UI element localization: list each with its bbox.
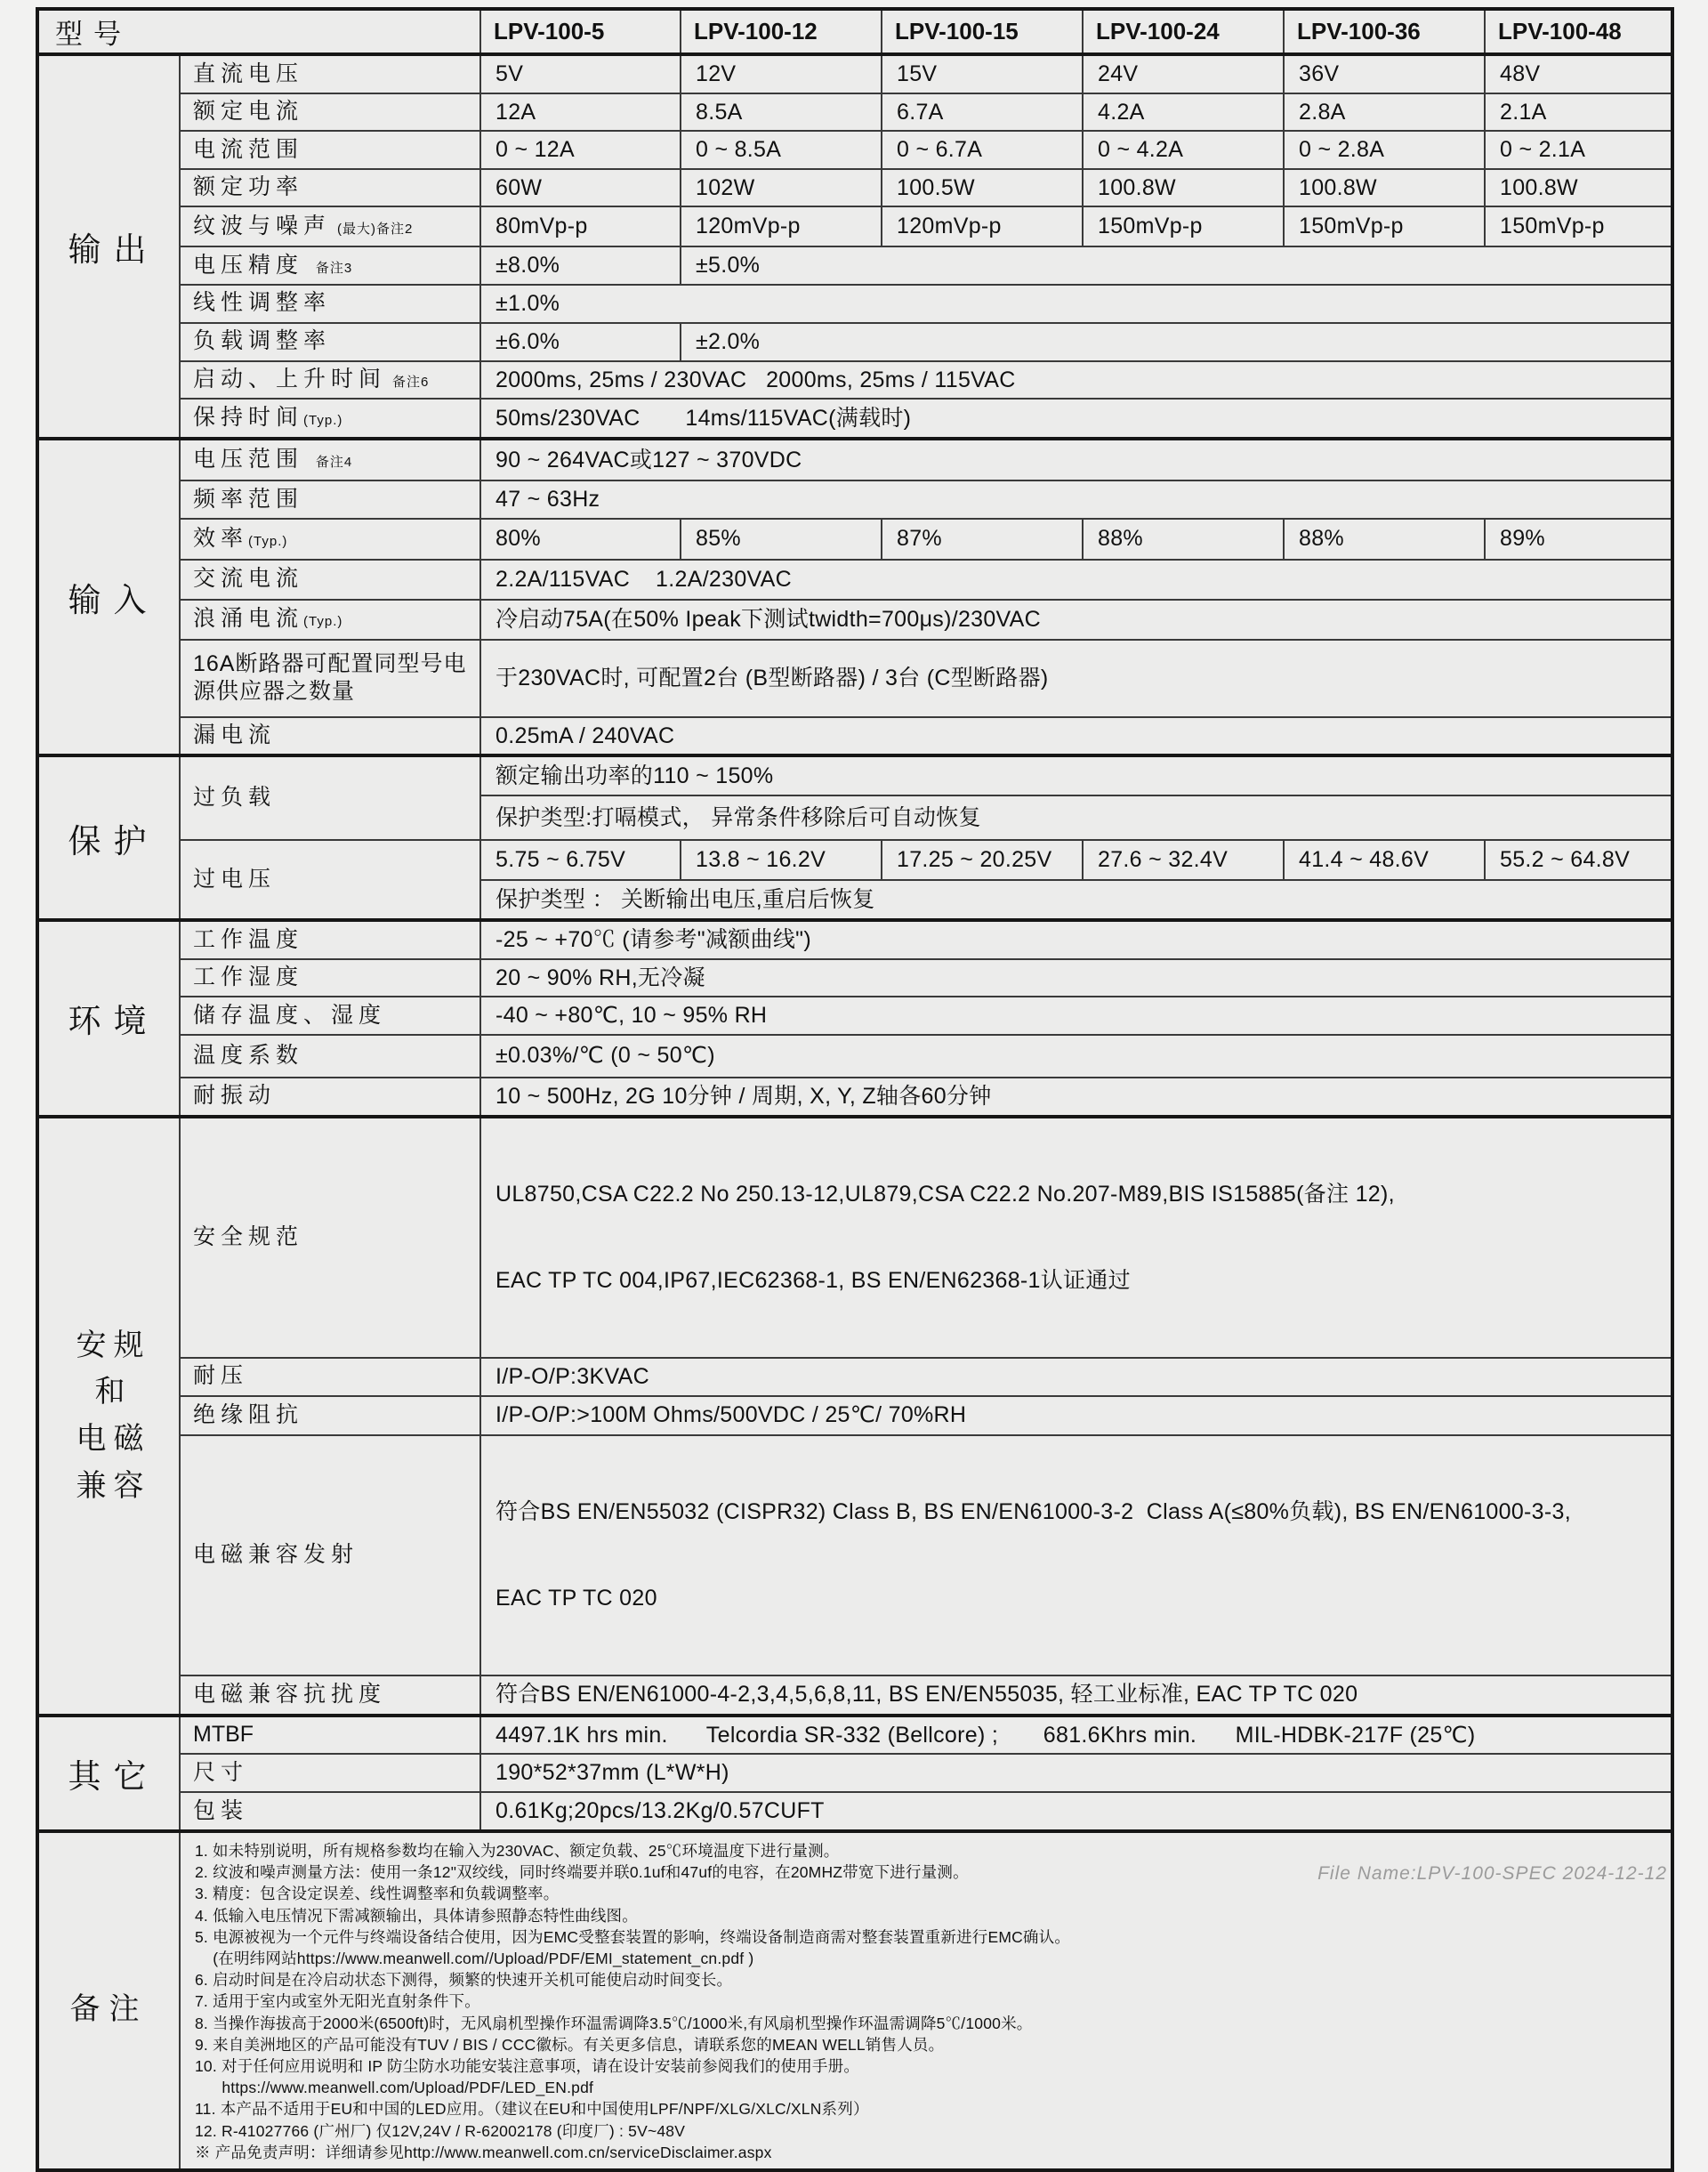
row-working-temp: [37, 920, 1672, 959]
param-hold-up-time: 保持时间(Typ.): [180, 399, 480, 439]
param-rated-current: 额定电流: [180, 93, 480, 132]
model-header-lpv-100-12: LPV-100-12: [681, 9, 882, 54]
value-cell: 0 ~ 12A: [480, 131, 681, 169]
row-overvoltage-1: [37, 840, 1672, 880]
value-cell: 0 ~ 2.1A: [1485, 131, 1672, 169]
row-withstand-voltage: [37, 1358, 1672, 1396]
note-item: 10. 对于任何应用说明和 IP 防尘防水功能安装注意事项，请在设计安装前参阅我们的使用手册。: [195, 2057, 860, 2076]
value-cell: 2.8A: [1284, 93, 1485, 132]
section-input-label: 输入: [37, 439, 180, 755]
value-cell: 2.1A: [1485, 93, 1672, 132]
param-inrush-current: 浪涌电流(Typ.): [180, 600, 480, 640]
model-header-lpv-100-24: LPV-100-24: [1083, 9, 1284, 54]
value-cell: 0 ~ 2.8A: [1284, 131, 1485, 169]
note-item: (在明纬网站https://www.meanwell.com//Upload/PDF/EMI_statement_cn.pdf ): [195, 1950, 754, 1968]
model-header-lpv-100-48: LPV-100-48: [1485, 9, 1672, 54]
value-cell: 190*52*37mm (L*W*H): [480, 1754, 1672, 1792]
model-header-lpv-100-15: LPV-100-15: [882, 9, 1083, 54]
value-cell: -40 ~ +80℃, 10 ~ 95% RH: [480, 997, 1672, 1035]
row-inrush-current: [37, 600, 1672, 640]
value-cell: ±8.0%: [480, 246, 681, 285]
row-hold-up-time: [37, 399, 1672, 439]
param-dc-voltage: 直流电压: [180, 54, 480, 93]
value-cell: -25 ~ +70℃ (请参考"减额曲线"): [480, 920, 1672, 959]
value-cell: 保护类型 ： 关断输出电压,重启后恢复: [480, 880, 1672, 920]
section-label-line: 和: [94, 1375, 133, 1409]
row-setup-rise-time: [37, 361, 1672, 400]
value-cell: 80mVp-p: [480, 206, 681, 246]
value-cell: 17.25 ~ 20.25V: [882, 840, 1083, 880]
value-cell: 0 ~ 6.7A: [882, 131, 1083, 169]
param-voltage-range: 电压范围 备注4: [180, 439, 480, 480]
value-cell: 4.2A: [1083, 93, 1284, 132]
param-efficiency: 效率(Typ.): [180, 519, 480, 560]
value-cell: 0.61Kg;20pcs/13.2Kg/0.57CUFT: [480, 1792, 1672, 1831]
param-ripple-noise: 纹波与噪声 (最大)备注2: [180, 206, 480, 246]
section-others-label: 其它: [37, 1716, 180, 1832]
param-safety-standards: 安全规范: [180, 1117, 480, 1358]
value-cell: 90 ~ 264VAC或127 ~ 370VDC: [480, 439, 1672, 480]
row-packing: [37, 1792, 1672, 1831]
value-cell: ±6.0%: [480, 323, 681, 361]
value-cell: [480, 1117, 1672, 1358]
row-current-range: [37, 131, 1672, 169]
value-cell: 20 ~ 90% RH,无冷凝: [480, 959, 1672, 997]
value-cell: 47 ~ 63Hz: [480, 480, 1672, 519]
spec-table: [36, 7, 1674, 2172]
value-cell: 50ms/230VAC 14ms/115VAC(满载时): [480, 399, 1672, 439]
value-cell: 2.2A/115VAC 1.2A/230VAC: [480, 560, 1672, 600]
value-cell: [480, 1435, 1672, 1675]
value-cell: I/P-O/P:3KVAC: [480, 1358, 1672, 1396]
row-vibration: [37, 1078, 1672, 1117]
value-cell: 100.8W: [1485, 169, 1672, 207]
value-cell: 88%: [1284, 519, 1485, 560]
param-overvoltage: 过电压: [180, 840, 480, 920]
value-cell: 150mVp-p: [1485, 206, 1672, 246]
row-working-humidity: [37, 959, 1672, 997]
value-cell: 6.7A: [882, 93, 1083, 132]
spec-sheet: [36, 7, 1671, 2172]
value-cell: 24V: [1083, 54, 1284, 93]
param-dimension: 尺寸: [180, 1754, 480, 1792]
param-rated-power: 额定功率: [180, 169, 480, 207]
note-item: 5. 电源被视为一个元件与终端设备结合使用，因为EMC受整套装置的影响，终端设备制造商需对整套装置重新进行EMC确认。: [195, 1927, 1071, 1946]
row-breaker: [37, 640, 1672, 717]
value-cell: 10 ~ 500Hz, 2G 10分钟 / 周期, X, Y, Z轴各60分钟: [480, 1078, 1672, 1117]
param-storage: 储存温度、湿度: [180, 997, 480, 1035]
param-packing: 包装: [180, 1792, 480, 1831]
value-cell: 8.5A: [681, 93, 882, 132]
value-cell: 150mVp-p: [1083, 206, 1284, 246]
note-item: 9. 来自美洲地区的产品可能没有TUV / BIS / CCC徽标。有关更多信息，请联系您的MEAN WELL销售人员。: [195, 2035, 945, 2054]
param-temp-coefficient: 温度系数: [180, 1035, 480, 1078]
value-cell: 额定输出功率的110 ~ 150%: [480, 755, 1672, 795]
row-emc-immunity: [37, 1675, 1672, 1716]
value-cell: 85%: [681, 519, 882, 560]
note-item: 1. 如未特别说明，所有规格参数均在输入为230VAC、额定负载、25℃环境温度下进行量测。: [195, 1842, 840, 1860]
param-current-range: 电流范围: [180, 131, 480, 169]
value-cell: ±5.0%: [681, 246, 1672, 285]
row-dimension: [37, 1754, 1672, 1792]
file-name-note: File Name:LPV-100-SPEC 2024-12-12: [1317, 1863, 1667, 1884]
value-cell: I/P-O/P:>100M Ohms/500VDC / 25℃/ 70%RH: [480, 1396, 1672, 1435]
row-emc-emission: [37, 1435, 1672, 1675]
param-mtbf: MTBF: [180, 1716, 480, 1755]
row-rated-power: [37, 169, 1672, 207]
value-cell: 48V: [1485, 54, 1672, 93]
section-protection-label: 保护: [37, 755, 180, 920]
param-overload: 过负载: [180, 755, 480, 840]
value-cell: 0 ~ 8.5A: [681, 131, 882, 169]
value-cell: 0 ~ 4.2A: [1083, 131, 1284, 169]
table-header-row: [37, 9, 1672, 54]
row-voltage-tolerance: [37, 246, 1672, 285]
row-leakage-current: [37, 717, 1672, 756]
note-item: https://www.meanwell.com/Upload/PDF/LED_EN.pdf: [195, 2079, 594, 2097]
section-notes-label: 备注: [37, 1831, 180, 2170]
section-label-line: 电磁: [76, 1422, 151, 1456]
value-cell: 5.75 ~ 6.75V: [480, 840, 681, 880]
note-item: 11. 本产品不适用于EU和中国的LED应用。（建议在EU和中国使用LPF/NPF/XLG/XLC/XLN系列）: [195, 2100, 869, 2119]
row-temp-coefficient: [37, 1035, 1672, 1078]
value-cell: ±0.03%/℃ (0 ~ 50℃): [480, 1035, 1672, 1078]
param-working-temp: 工作温度: [180, 920, 480, 959]
value-cell: 55.2 ~ 64.8V: [1485, 840, 1672, 880]
row-voltage-range: [37, 439, 1672, 480]
value-cell: 120mVp-p: [681, 206, 882, 246]
value-cell: 13.8 ~ 16.2V: [681, 840, 882, 880]
param-emc-immunity: 电磁兼容抗扰度: [180, 1675, 480, 1716]
section-label-line: 兼容: [76, 1468, 151, 1503]
param-breaker: 16A断路器可配置同型号电源供应器之数量: [180, 640, 480, 717]
row-ac-current: [37, 560, 1672, 600]
value-cell: 120mVp-p: [882, 206, 1083, 246]
param-isolation-resistance: 绝缘阻抗: [180, 1396, 480, 1435]
value-cell: 0.25mA / 240VAC: [480, 717, 1672, 756]
row-overload-1: [37, 755, 1672, 795]
param-frequency-range: 频率范围: [180, 480, 480, 519]
row-safety-standards: [37, 1117, 1672, 1358]
value-cell: 100.5W: [882, 169, 1083, 207]
model-header-lpv-100-5: LPV-100-5: [480, 9, 681, 54]
value-cell: 4497.1K hrs min. Telcordia SR-332 (Bellcore) ; 681.6Khrs min. MIL-HDBK-217F (25℃): [480, 1716, 1672, 1755]
value-cell: 15V: [882, 54, 1083, 93]
param-setup-rise-time: 启动、上升时间 备注6: [180, 361, 480, 400]
note-item: 2. 纹波和噪声测量方法：使用一条12"双绞线，同时终端要并联0.1uf和47uf的电容，在20MHZ带宽下进行量测。: [195, 1863, 969, 1882]
value-cell: 80%: [480, 519, 681, 560]
note-item: 3. 精度：包含设定误差、线性调整率和负载调整率。: [195, 1885, 560, 1903]
value-cell: 89%: [1485, 519, 1672, 560]
param-voltage-tolerance: 电压精度 备注3: [180, 246, 480, 285]
value-cell: 100.8W: [1284, 169, 1485, 207]
value-cell: 150mVp-p: [1284, 206, 1485, 246]
value-cell: 冷启动75A(在50% Ipeak下测试twidth=700μs)/230VAC: [480, 600, 1672, 640]
value-cell: ±1.0%: [480, 285, 1672, 323]
value-cell: 12V: [681, 54, 882, 93]
row-efficiency: [37, 519, 1672, 560]
value-cell: 87%: [882, 519, 1083, 560]
value-line: UL8750,CSA C22.2 No 250.13-12,UL879,CSA C22.2 No.207-M89,BIS IS15885(备注 12),: [495, 1181, 1395, 1207]
value-cell: 102W: [681, 169, 882, 207]
row-rated-current: [37, 93, 1672, 132]
param-line-regulation: 线性调整率: [180, 285, 480, 323]
row-storage: [37, 997, 1672, 1035]
value-cell: ±2.0%: [681, 323, 1672, 361]
value-cell: 60W: [480, 169, 681, 207]
model-header-lpv-100-36: LPV-100-36: [1284, 9, 1485, 54]
note-item: 12. R-41027766 (广州厂) 仅12V,24V / R-62002178 (印度厂) : 5V~48V: [195, 2121, 686, 2140]
value-cell: 36V: [1284, 54, 1485, 93]
section-environment-label: 环境: [37, 920, 180, 1117]
param-working-humidity: 工作湿度: [180, 959, 480, 997]
param-emc-emission: 电磁兼容发射: [180, 1435, 480, 1675]
value-cell: 88%: [1083, 519, 1284, 560]
row-dc-voltage: [37, 54, 1672, 93]
value-cell: 5V: [480, 54, 681, 93]
value-line: 符合BS EN/EN55032 (CISPR32) Class B, BS EN/EN61000-3-2 Class A(≤80%负载), BS EN/EN61000-3-3,: [495, 1498, 1571, 1524]
row-mtbf: [37, 1716, 1672, 1755]
param-ac-current: 交流电流: [180, 560, 480, 600]
section-label-line: 安规: [76, 1328, 151, 1362]
value-cell: 100.8W: [1083, 169, 1284, 207]
value-cell: 于230VAC时, 可配置2台 (B型断路器) / 3台 (C型断路器): [480, 640, 1672, 717]
note-item: ※ 产品免责声明：详细请参见http://www.meanwell.com.cn/serviceDisclaimer.aspx: [195, 2143, 772, 2161]
value-line: EAC TP TC 020: [495, 1586, 657, 1611]
note-item: 8. 当操作海拔高于2000米(6500ft)时，无风扇机型操作环温需调降3.5℃/1000米,有风扇机型操作环温需调降5℃/1000米。: [195, 2014, 1033, 2032]
param-vibration: 耐振动: [180, 1078, 480, 1117]
value-cell: 保护类型:打嗝模式， 异常条件移除后可自动恢复: [480, 795, 1672, 840]
value-line: EAC TP TC 004,IP67,IEC62368-1, BS EN/EN62368-1认证通过: [495, 1268, 1131, 1293]
row-ripple-noise: [37, 206, 1672, 246]
param-withstand-voltage: 耐压: [180, 1358, 480, 1396]
model-header-label: 型号: [37, 9, 480, 54]
row-frequency-range: [37, 480, 1672, 519]
value-cell: 41.4 ~ 48.6V: [1284, 840, 1485, 880]
value-cell: 2000ms, 25ms / 230VAC 2000ms, 25ms / 115VAC: [480, 361, 1672, 400]
section-safety-emc-label: [37, 1117, 180, 1716]
section-output-label: 输出: [37, 54, 180, 439]
value-cell: 12A: [480, 93, 681, 132]
param-leakage-current: 漏电流: [180, 717, 480, 756]
value-cell: 27.6 ~ 32.4V: [1083, 840, 1284, 880]
row-line-regulation: [37, 285, 1672, 323]
row-load-regulation: [37, 323, 1672, 361]
param-load-regulation: 负载调整率: [180, 323, 480, 361]
note-item: 4. 低输入电压情况下需减额输出，具体请参照静态特性曲线图。: [195, 1906, 638, 1925]
value-cell: 符合BS EN/EN61000-4-2,3,4,5,6,8,11, BS EN/EN55035, 轻工业标准, EAC TP TC 020: [480, 1675, 1672, 1716]
row-isolation-resistance: [37, 1396, 1672, 1435]
note-item: 6. 启动时间是在冷启动状态下测得，频繁的快速开关机可能使启动时间变长。: [195, 1971, 733, 1990]
note-item: 7. 适用于室内或室外无阳光直射条件下。: [195, 1992, 480, 2011]
